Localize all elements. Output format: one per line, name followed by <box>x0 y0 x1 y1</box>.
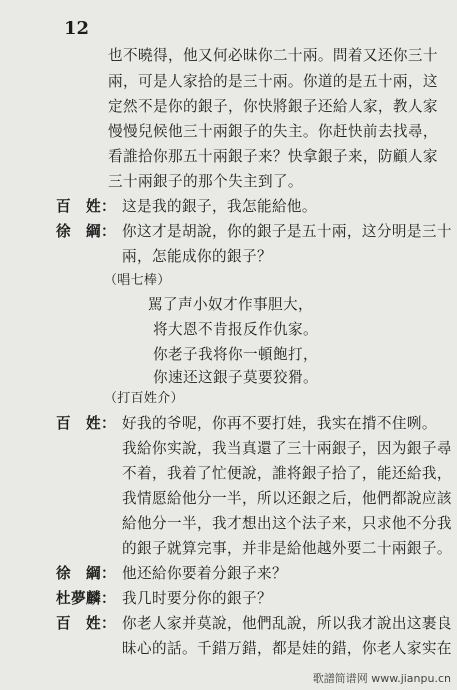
dialogue-line: 我給你实說，我当真還了三十兩銀子，因为銀子尋 <box>122 440 452 457</box>
dialogue-line: 的銀子就算完事，并非是給他越外要二十兩銀子。 <box>122 540 452 557</box>
dialogue-line: 不着，我着了忙便說，誰将銀子拾了，能还給我， <box>122 465 452 482</box>
dialogue-line: 兩，怎能成你的銀子？ <box>122 248 272 265</box>
dialogue-line: 昧心的話。千錯万錯，都是娃的錯，你老人家实在 <box>122 640 452 657</box>
speaker-label: 徐 綱： <box>56 223 116 240</box>
text-line: 慢慢兒候他三十兩銀子的失主。你赶快前去找尋， <box>108 123 438 140</box>
verse-line: 駡了声小奴才作事胆大， <box>148 296 313 313</box>
dialogue-line: 你老人家并莫說，他們乱說，所以我才說出这裹良 <box>122 615 452 632</box>
speaker-label: 百 姓： <box>56 415 116 432</box>
dialogue-line: 給他分一半，我才想出这个法子来，只求他不分我 <box>122 515 452 532</box>
stage-direction: （打百姓介） <box>104 391 184 406</box>
dialogue-line: 我情愿給他分一半，所以还銀之后，他們都說应該 <box>122 490 452 507</box>
watermark: 歌譜简谱网 www.jianpu.cn <box>312 672 451 685</box>
text-line: 定然不是你的銀子，你快將銀子还給人家，教人家 <box>108 98 438 115</box>
speaker-label: 杜夢麟： <box>56 590 116 607</box>
dialogue-line: 这是我的銀子，我怎能給他。 <box>122 198 317 215</box>
dialogue-line: 好我的爷呢，你再不要打娃，我实在揹不住咧。 <box>122 415 437 432</box>
dialogue-line: 你这才是胡說，你的銀子是五十兩，这分明是三十 <box>122 223 452 240</box>
text-line: 也不曉得，他又何必昧你二十兩。問着又还你三十 <box>108 47 438 64</box>
verse-line: 你老子我将你一頓飽打， <box>153 346 318 363</box>
verse-line: 你速还这銀子莫要狡猾。 <box>153 369 318 386</box>
text-line: 三十兩銀子的那个失主到了。 <box>108 173 303 190</box>
speaker-label: 百 姓： <box>56 615 116 632</box>
speaker-label: 徐 綱： <box>56 565 116 582</box>
dialogue-line: 他还給你要着分銀子来？ <box>122 565 287 582</box>
verse-line: 将大恩不肯报反作仇家。 <box>153 321 318 338</box>
stage-direction: （唱七棒） <box>104 273 171 288</box>
text-line: 看誰拾你那五十兩銀子来？快拿銀子来，防顧人家 <box>108 148 438 165</box>
text-line: 兩，可是人家拾的是三十兩。你道的是五十兩，这 <box>108 73 438 90</box>
dialogue-line: 我几时要分你的銀子？ <box>122 590 272 607</box>
speaker-label: 百 姓： <box>56 198 116 215</box>
page-number: 12 <box>64 18 90 39</box>
